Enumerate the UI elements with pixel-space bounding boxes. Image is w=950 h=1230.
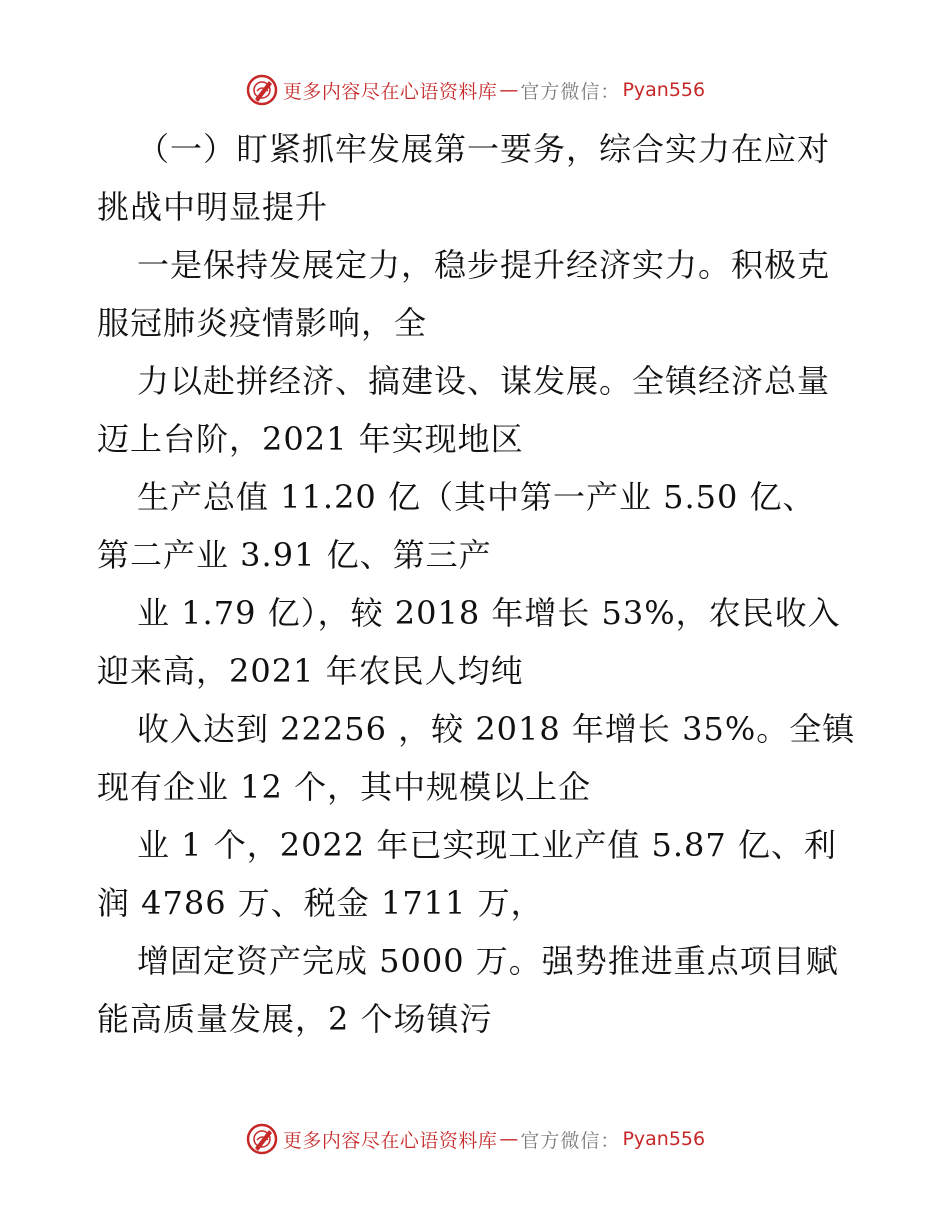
watermark-dash: — [499, 1128, 519, 1150]
watermark-wechat-id: Pyan556 [622, 1128, 706, 1150]
logo-icon [245, 73, 279, 107]
line-text: 服冠肺炎疫情影响，全 [97, 304, 428, 342]
paragraph [97, 584, 857, 700]
line-text: （一）盯紧抓牢发展第一要务，综合实力在应对 [137, 130, 831, 168]
line-text: 第二产业 3.91 亿、第三产 [97, 536, 492, 574]
line-text: 能高质量发展，2 个场镇污 [97, 1000, 493, 1038]
watermark-library-text: 更多内容尽在心语资料库 [282, 1129, 498, 1152]
watermark-footer [0, 1119, 950, 1159]
paragraph [97, 700, 857, 816]
watermark-library-text: 更多内容尽在心语资料库 [282, 80, 498, 103]
paragraph [97, 352, 857, 468]
line-text: 一是保持发展定力，稳步提升经济实力。积极克 [137, 246, 831, 284]
watermark-dash: — [499, 79, 519, 101]
paragraph [97, 932, 857, 1048]
paragraph [97, 236, 857, 352]
line-text: 迎来高，2021 年农民人均纯 [97, 652, 524, 690]
watermark-header [0, 70, 950, 110]
watermark-wechat-label: 官方微信： [520, 1129, 621, 1152]
document-body [97, 120, 857, 1048]
line-text: 现有企业 12 个，其中规模以上企 [97, 768, 592, 806]
logo-icon [245, 1122, 279, 1156]
paragraph [97, 816, 857, 932]
line-text: 润 4786 万、税金 1711 万， [97, 884, 544, 922]
watermark-wechat-id: Pyan556 [622, 79, 706, 101]
line-text: 业 1.79 亿），较 2018 年增长 53%，农民收入 [137, 594, 841, 632]
line-text: 力以赴拼经济、搞建设、谋发展。全镇经济总量 [137, 362, 831, 400]
line-text: 生产总值 11.20 亿（其中第一产业 5.50 亿、 [137, 478, 816, 516]
line-text: 收入达到 22256 ，较 2018 年增长 35%。全镇 [137, 710, 856, 748]
line-text: 迈上台阶，2021 年实现地区 [97, 420, 524, 458]
line-text: 挑战中明显提升 [97, 188, 329, 226]
paragraph [97, 120, 857, 236]
line-text: 业 1 个，2022 年已实现工业产值 5.87 亿、利 [137, 826, 837, 864]
watermark-wechat-label: 官方微信： [520, 80, 621, 103]
line-text: 增固定资产完成 5000 万。强势推进重点项目赋 [137, 942, 839, 980]
paragraph [97, 468, 857, 584]
